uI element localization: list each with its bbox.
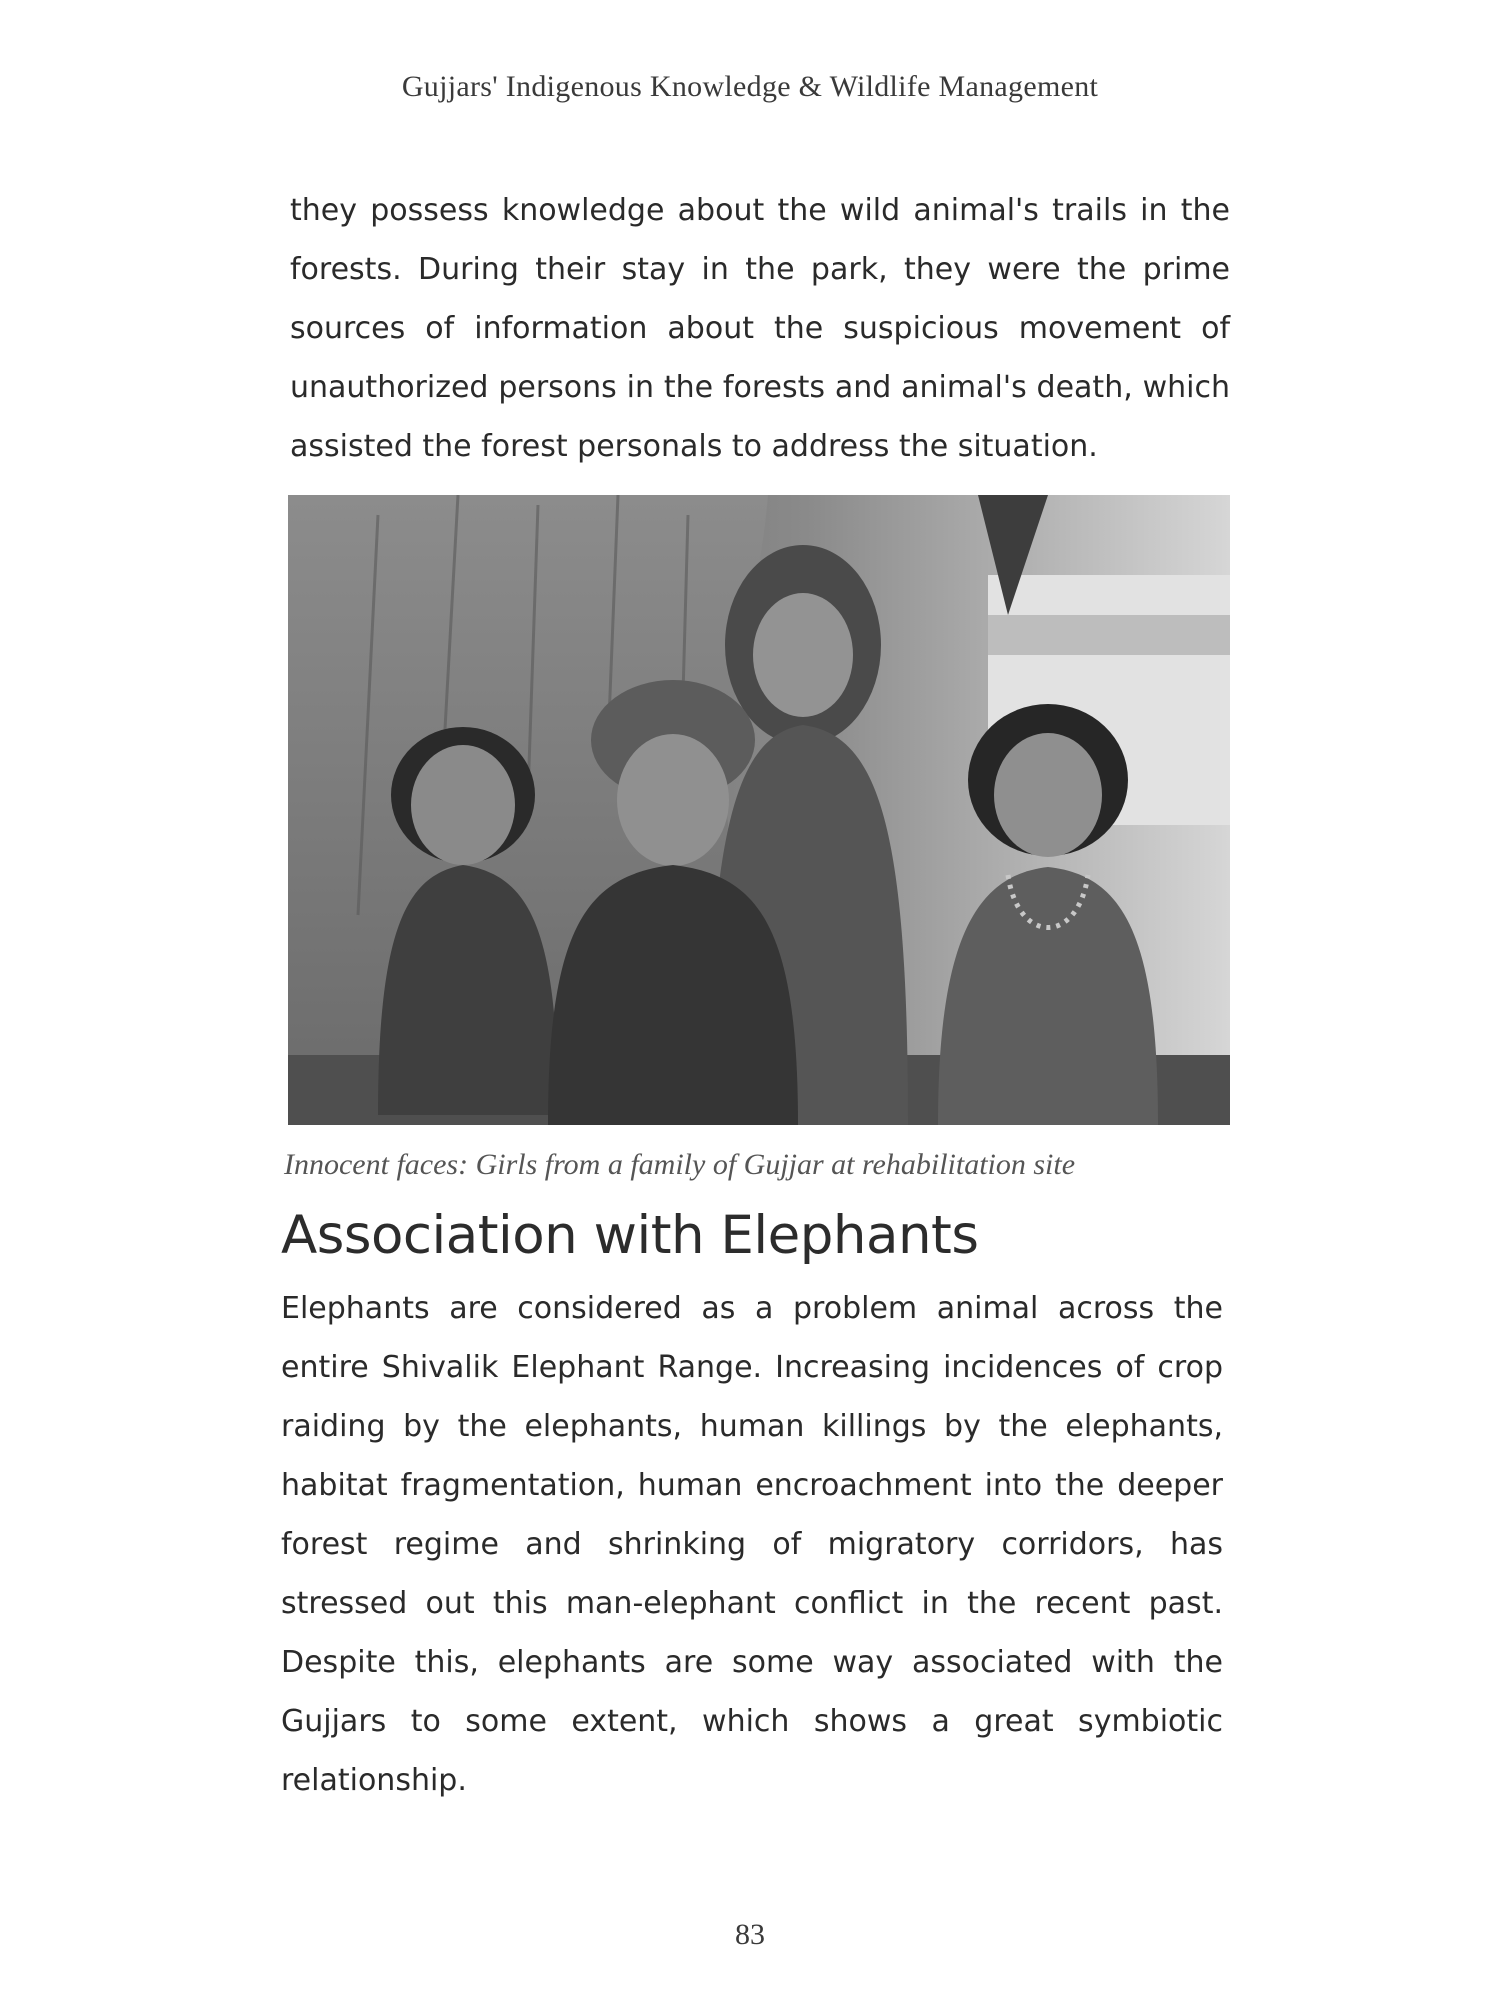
page-number: 83 bbox=[735, 1918, 765, 1951]
body-paragraph: they possess knowledge about the wild animal's trails in the forests. During their stay in the park, they were the prime sources of information about the suspicious movement of unauthorized persons in the forests and animal's death, which assisted the forest personals to address the situation. bbox=[290, 193, 1230, 464]
figure-caption: Innocent faces: Girls from a family of Gujjar at rehabilitation site bbox=[284, 1148, 1076, 1181]
section-paragraph: Elephants are considered as a problem animal across the entire Shivalik Elephant Range. Increasing incidences of crop raiding by the elephants, human killings by the elephants, habitat fragmentation, human encroachment into the deeper forest regime and shrinking of migratory corridors, has stressed out this man-elephant conflict in the recent past. Despite this, elephants are some way associated with the Gujjars to some extent, which shows a great symbiotic relationship. bbox=[281, 1291, 1223, 1798]
section-heading: Association with Elephants bbox=[281, 1205, 979, 1266]
photo-gujjar-girls bbox=[288, 495, 1230, 1125]
running-head: Gujjars' Indigenous Knowledge & Wildlife Management bbox=[401, 70, 1099, 103]
